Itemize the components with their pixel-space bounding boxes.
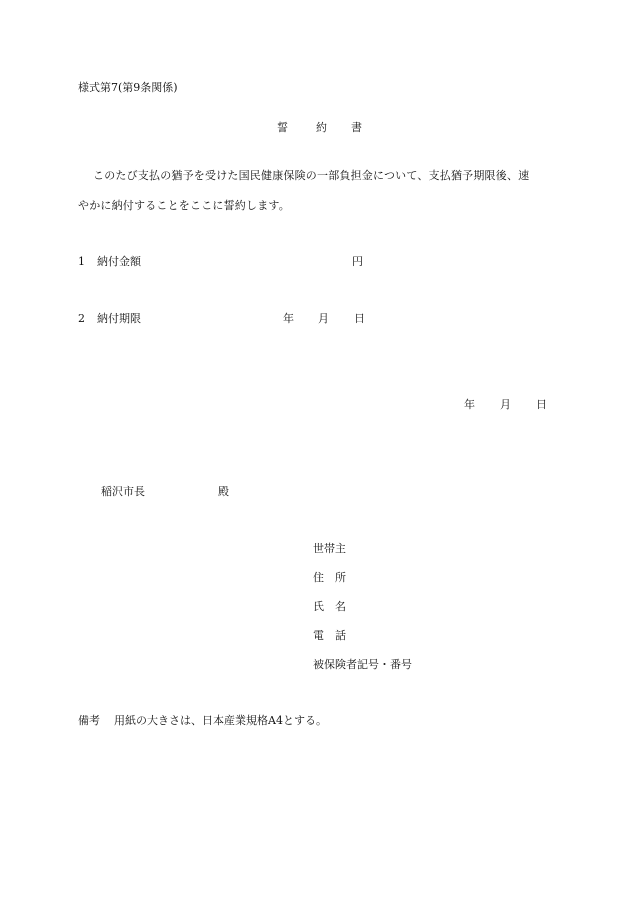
title-char-2-wrapper bbox=[309, 111, 327, 133]
deadline-day: 日 bbox=[354, 312, 365, 325]
date-month: 月 bbox=[500, 398, 511, 411]
payment-amount-unit: 円 bbox=[352, 255, 363, 268]
addressee-honorific: 殿 bbox=[218, 485, 229, 498]
payment-amount-label: 納付金額 bbox=[97, 255, 141, 268]
payment-deadline-label: 納付期限 bbox=[97, 312, 141, 325]
date-day: 日 bbox=[536, 398, 547, 411]
note-text: 用紙の大きさは、日本産業規格A4とする。 bbox=[114, 714, 327, 727]
form-number: 様式第7(第9条関係) bbox=[78, 81, 178, 94]
deadline-month: 月 bbox=[318, 312, 329, 325]
title-char-3: 書 bbox=[351, 121, 362, 134]
pledge-text-line-1: このたび支払の猶予を受けた国民健康保険の一部負担金について、支払猶予期限後、速 bbox=[93, 169, 530, 182]
address-label: 住 所 bbox=[313, 571, 346, 584]
title-char-1: 誓 bbox=[277, 121, 288, 134]
title-char-2: 約 bbox=[316, 121, 327, 134]
note-label: 備考 bbox=[78, 714, 100, 727]
title-char-3-wrapper bbox=[344, 111, 362, 133]
insured-number-label: 被保険者記号・番号 bbox=[313, 658, 412, 671]
deadline-year: 年 bbox=[283, 312, 294, 325]
pledge-text-line-2: やかに納付することをここに誓約します。 bbox=[78, 199, 290, 212]
householder-label: 世帯主 bbox=[313, 542, 346, 555]
phone-label: 電 話 bbox=[313, 629, 346, 642]
item-2-number: 2 bbox=[78, 312, 85, 325]
document-title bbox=[270, 111, 288, 133]
addressee-name: 稲沢市長 bbox=[101, 485, 145, 498]
date-year: 年 bbox=[464, 398, 475, 411]
item-1-number: 1 bbox=[78, 255, 85, 268]
name-label: 氏 名 bbox=[313, 600, 346, 613]
